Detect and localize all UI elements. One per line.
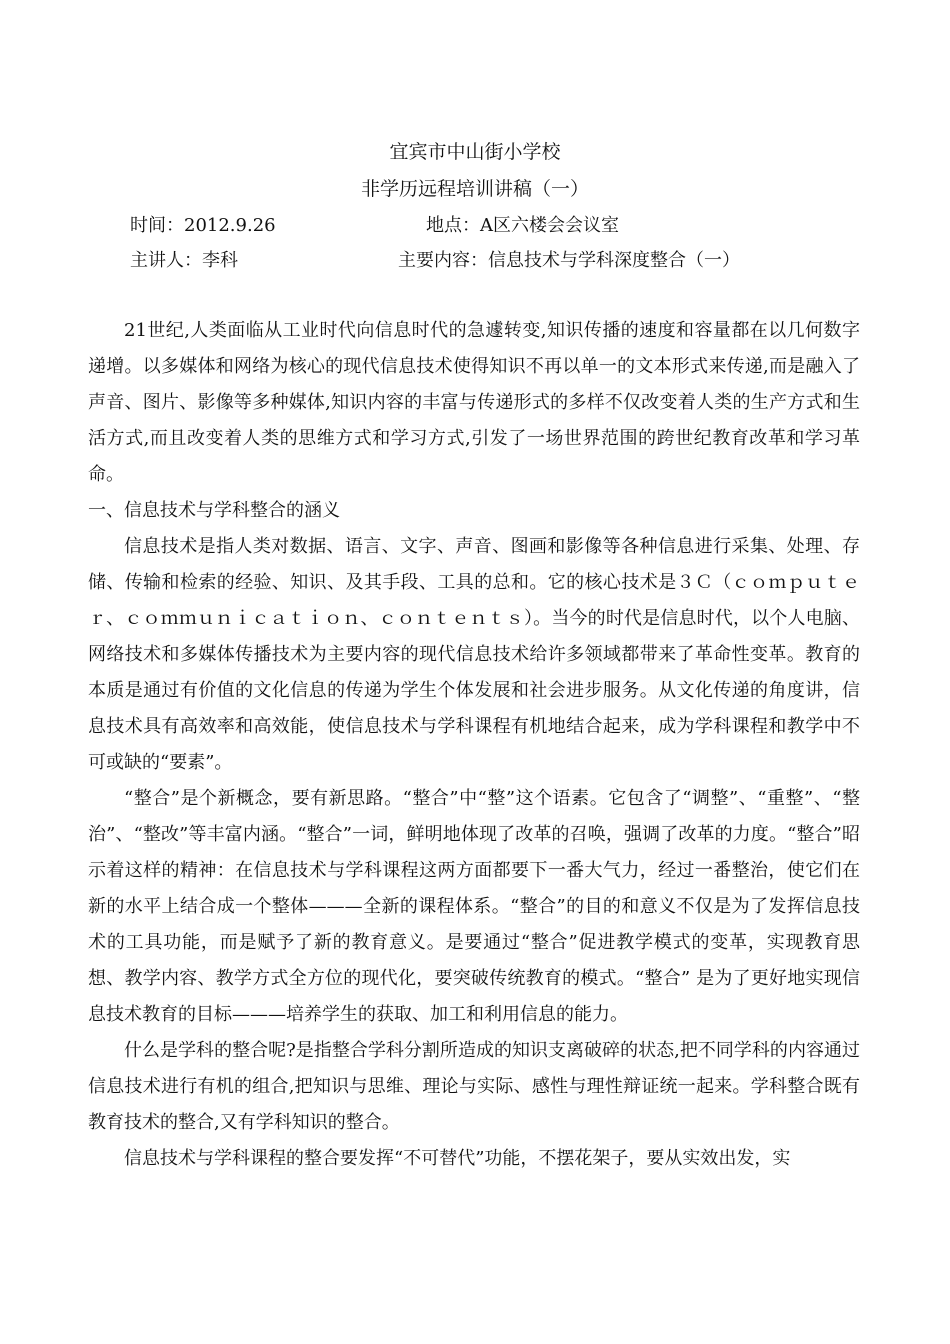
section-heading-1: 一、信息技术与学科整合的涵义 [88,500,340,521]
meta-time [130,211,276,237]
meta-content-label: 主要内容： [398,250,488,271]
meta-place-label: 地点： [426,215,480,236]
document-title: 宜宾市中山街小学校 [389,141,561,163]
meta-place-value: A区六楼会会议室 [480,215,619,236]
meta-place [426,211,619,237]
body-paragraph-irreplaceable: 信息技术与学科课程的整合要发挥“不可替代”功能，不摆花架子，要从实效出发，实 [124,1148,791,1169]
document-subtitle: 非学历远程培训讲稿（一） [360,178,589,200]
body-paragraph-intro: 21世纪,人类面临从工业时代向信息时代的急遽转变,知识传播的速度和容量都在以几何数字递增。以多媒体和网络为核心的现代信息技术使得知识不再以单一的文本形式来传递,而是融入了声音、图片、影像等多种媒体,知识内容的丰富与传递形式的多样不仅改变着人类的生产方式和生活方式,而且改变着人类的思维方式和学习方式,引发了一场世界范围的跨世纪教育改革和学习革命。 [88,320,860,485]
meta-speaker-value: 李科 [202,250,238,271]
meta-speaker [130,246,238,272]
meta-time-value: 2012.9.26 [184,215,276,236]
meta-content-value: 信息技术与学科深度整合（一） [488,250,740,271]
meta-speaker-label: 主讲人： [130,250,202,271]
body-paragraph-subject-integration: 什么是学科的整合呢?是指整合学科分割所造成的知识支离破碎的状态,把不同学科的内容通过信息技术进行有机的组合,把知识与思维、理论与实际、感性与理性辩证统一起来。学科整合既有教育技术的整合,又有学科知识的整合。 [88,1040,860,1133]
meta-time-label: 时间： [130,215,184,236]
body-paragraph-definition: 信息技术是指人类对数据、语言、文字、声音、图画和影像等各种信息进行采集、处理、存储、传输和检索的经验、知识、及其手段、工具的总和。它的核心技术是３Ｃ（ｃｏｍｐｕｔｅｒ、ｃｏｍｍｕｎｉｃａｔｉｏｎ、ｃｏｎｔｅｎｔｓ）。当今的时代是信息时代，以个人电脑、网络技术和多媒体传播技术为主要内容的现代信息技术给许多领域都带来了革命性变革。教育的本质是通过有价值的文化信息的传递为学生个体发展和社会进步服务。从文化传递的角度讲，信息技术具有高效率和高效能，使信息技术与学科课程有机地结合起来，成为学科课程和教学中不可或缺的“要素”。 [88,536,860,773]
body-paragraph-integration-concept: “整合”是个新概念，要有新思路。“整合”中“整”这个语素。它包含了“调整”、“重整”、“整治”、“整改”等丰富内涵。“整合”一词，鲜明地体现了改革的召唤，强调了改革的力度。“整合”昭示着这样的精神：在信息技术与学科课程这两方面都要下一番大气力，经过一番整治，使它们在新的水平上结合成一个整体———全新的课程体系。“整合”的目的和意义不仅是为了发挥信息技术的工具功能，而是赋予了新的教育意义。是要通过“整合”促进教学模式的变革，实现教育思想、教学内容、教学方式全方位的现代化，要突破传统教育的模式。“整合” 是为了更好地实现信息技术教育的目标———培养学生的获取、加工和利用信息的能力。 [88,788,860,1025]
meta-content [398,246,740,272]
document-body [88,313,860,1177]
